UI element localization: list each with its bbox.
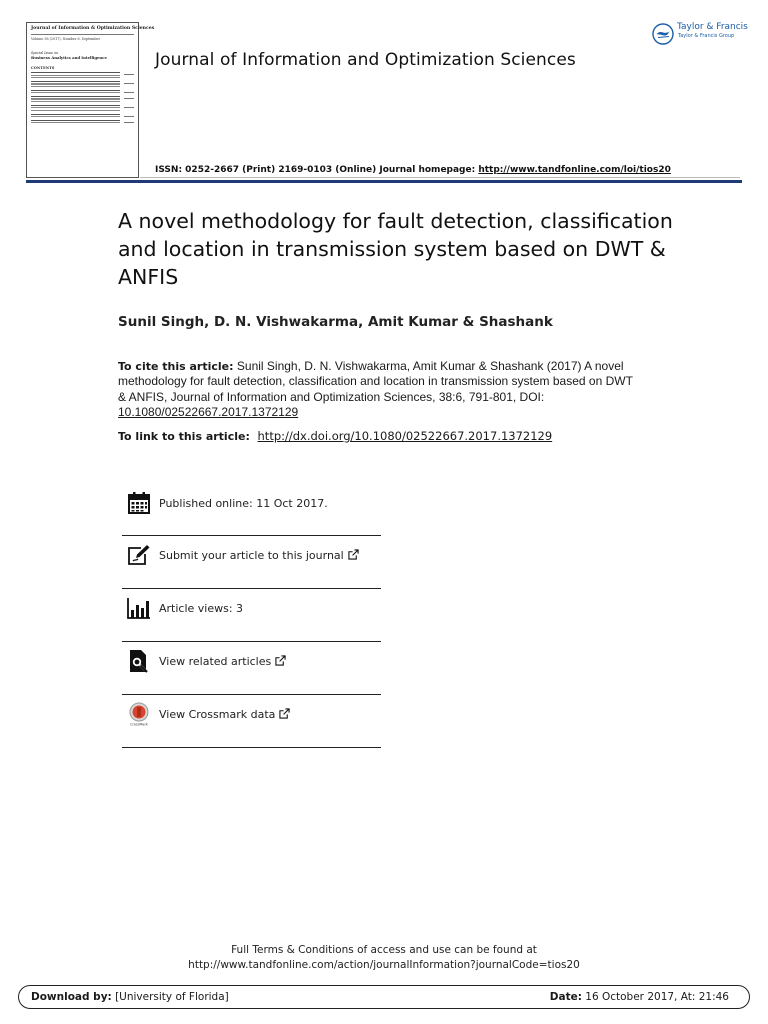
svg-text:CrossMark: CrossMark: [130, 722, 148, 727]
submit-article-text: Submit your article to this journal: [159, 549, 344, 562]
bar-chart-icon: [127, 596, 151, 620]
article-authors: Sunil Singh, D. N. Vishwakarma, Amit Kumar & Shashank: [118, 314, 553, 330]
article-link-line: [118, 429, 552, 443]
related-articles-row[interactable]: [122, 642, 381, 695]
terms-line-1: Full Terms & Conditions of access and use can be found at: [231, 944, 537, 956]
article-doi-link[interactable]: http://dx.doi.org/10.1080/02522667.2017.1372129: [257, 429, 553, 443]
article-views-row: [122, 589, 381, 642]
download-info-bar: [18, 985, 750, 1009]
external-link-icon: [348, 549, 359, 560]
journal-homepage-link[interactable]: http://www.tandfonline.com/loi/tios20: [478, 165, 671, 175]
edit-icon: [127, 543, 151, 567]
journal-cover-thumbnail: [26, 22, 155, 178]
article-title: A novel methodology for fault detection, classification and location in transmission system based on DWT & ANFIS: [118, 209, 673, 289]
publisher-name: Taylor & Francis: [677, 22, 748, 32]
download-by-label: Download by:: [31, 991, 112, 1003]
taylor-francis-icon: [652, 23, 674, 45]
related-articles-link[interactable]: [159, 655, 286, 668]
crossmark-icon: [127, 702, 151, 726]
citation-block: [118, 359, 638, 420]
article-info-list: [122, 484, 381, 748]
crossmark-text: View Crossmark data: [159, 708, 276, 721]
header-divider: [26, 180, 742, 183]
external-link-icon: [275, 655, 286, 666]
download-date-value: 16 October 2017, At: 21:46: [585, 991, 729, 1003]
cover-title: Journal of Information & Optimization Sciences: [31, 26, 155, 31]
cite-doi-link[interactable]: 10.1080/02522667.2017.1372129: [118, 404, 299, 419]
terms-and-conditions: [0, 943, 768, 973]
search-document-icon: [127, 649, 151, 673]
submit-article-link[interactable]: [159, 549, 359, 562]
cover-volume: Volume 38 (2017), Number 6, September: [31, 36, 101, 41]
header-divider-thin: [140, 177, 740, 178]
submit-article-row[interactable]: [122, 536, 381, 589]
cover-contents-label: CONTENTS: [31, 65, 55, 70]
link-label: To link to this article:: [118, 430, 250, 443]
external-link-icon: [279, 708, 290, 719]
download-date-label: Date:: [549, 991, 582, 1003]
cite-text: Sunil Singh, D. N. Vishwakarma, Amit Kumar & Shashank (2017) A novel methodology for fault detection, classification and location in transmission system based on DWT & ANFIS, Journal of Information and Optimization Sciences, 38:6, 791-801, DOI:: [118, 359, 633, 404]
related-articles-text: View related articles: [159, 655, 272, 668]
article-views-text: Article views: 3: [159, 602, 244, 615]
issn-line: [155, 165, 671, 175]
issn-text: ISSN: 0252-2667 (Print) 2169-0103 (Online) Journal homepage:: [155, 165, 476, 175]
cover-issue-topic: Business Analytics and Intelligence: [31, 54, 107, 60]
cite-label: To cite this article:: [118, 360, 234, 373]
crossmark-row[interactable]: [122, 695, 381, 748]
journal-name: Journal of Information and Optimization Sciences: [155, 50, 576, 70]
download-by-value: [University of Florida]: [115, 991, 229, 1003]
published-online-text: Published online: 11 Oct 2017.: [159, 497, 328, 510]
published-online-row: [122, 484, 381, 536]
calendar-icon: [127, 491, 151, 515]
publisher-logo[interactable]: [652, 22, 752, 48]
terms-url[interactable]: http://www.tandfonline.com/action/journalInformation?journalCode=tios20: [188, 959, 580, 971]
download-by: [31, 991, 229, 1003]
download-date: [550, 991, 729, 1003]
cover-issue-label: Special Issue on: [31, 50, 59, 55]
crossmark-link[interactable]: [159, 708, 290, 721]
publisher-group: Taylor & Francis Group: [678, 33, 735, 39]
